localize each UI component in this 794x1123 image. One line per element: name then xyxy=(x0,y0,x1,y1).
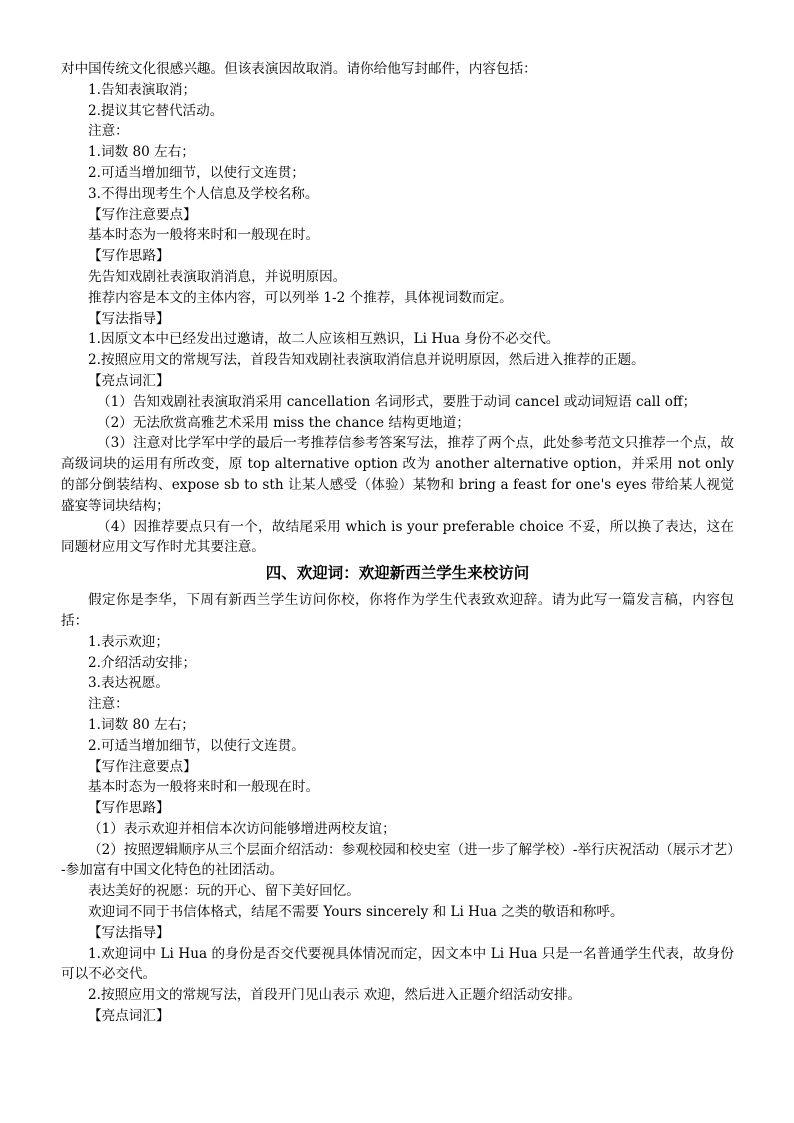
paragraph: （1）告知戏剧社表演取消采用 cancellation 名词形式，要胜于动词 cancel 或动词短语 call off； xyxy=(97,393,697,410)
section-label: 【写作注意要点】 xyxy=(88,758,197,775)
text-line: 2.按照应用文的常规写法，首段开门见山表示 欢迎，然后进入正题介绍活动安排。 xyxy=(88,987,582,1004)
text-line: 2.可适当增加细节，以使行文连贯。 xyxy=(88,737,305,754)
text-line: 注意： xyxy=(88,696,129,713)
paragraph: 1.欢迎词中 Li Hua 的身份是否交代要视具体情况而定，因文本中 Li Hua 只是一名普通学生代表，故身份可以不必交代。 xyxy=(61,945,734,983)
text-line: 对中国传统文化很感兴趣。但该表演因故取消。请你给他写封邮件，内容包括： xyxy=(61,61,537,77)
text-line: 1.词数 80 左右； xyxy=(88,144,195,161)
text-line: 1.词数 80 左右； xyxy=(88,716,195,733)
paragraph: （2）按照逻辑顺序从三个层面介绍活动：参观校园和校史室（进一步了解学校）-举行庆祝活动（展示才艺）-参加富有中国文化特色的社团活动。 xyxy=(61,841,734,879)
text-line: 基本时态为一般将来时和一般现在时。 xyxy=(88,779,320,796)
text-line: 3.不得出现考生个人信息及学校名称。 xyxy=(88,185,319,202)
paragraph: 假定你是李华，下周有新西兰学生访问你校，你将作为学生代表致欢迎辞。请为此写一篇发言稿，内容包括： xyxy=(61,592,734,629)
paragraph: （4）因推荐要点只有一个，故结尾采用 which is your preferable choice 不妥，所以换了表达，这在同题材应用文写作时尤其要注意。 xyxy=(61,518,734,556)
section-label: 【亮点词汇】 xyxy=(88,1008,170,1025)
paragraph: （3）注意对比学军中学的最后一考推荐信参考答案写法，推荐了两个点，此处参考范文只推荐一个点，故高级词块的运用有所改变，原 top alternative option 改为 another alternative option，并采用 not only 的部分倒装结构、expose sb to sth 让某人感受（体验）某物和 bring a feast for one's eyes 带给某人视觉盛宴等词块结构； xyxy=(61,435,734,514)
text-line: 1.告知表演取消； xyxy=(88,81,197,98)
section-label: 【写作思路】 xyxy=(88,248,170,265)
section-heading: 四、欢迎词：欢迎新西兰学生来校访问 xyxy=(265,564,530,583)
text-line: 先告知戏剧社表演取消消息，并说明原因。 xyxy=(88,268,347,285)
section-label: 【写法指导】 xyxy=(88,310,170,327)
section-label: 【写作注意要点】 xyxy=(88,206,197,223)
section-label: 【亮点词汇】 xyxy=(88,372,170,389)
text-line: 2.按照应用文的常规写法，首段告知戏剧社表演取消信息并说明原因，然后进入推荐的正题。 xyxy=(88,352,645,369)
text-line: 2.可适当增加细节，以使行文连贯； xyxy=(88,164,305,181)
text-line: 1.表示欢迎； xyxy=(88,633,169,650)
section-label: 【写法指导】 xyxy=(88,924,170,941)
text-line: （1）表示欢迎并相信本次访问能够增进两校友谊； xyxy=(88,820,396,837)
paragraph: （2）无法欣赏高雅艺术采用 miss the chance 结构更地道； xyxy=(97,414,470,431)
text-line: 3.表达祝愿。 xyxy=(88,675,169,692)
text-line: 欢迎词不同于书信体格式，结尾不需要 Yours sincerely 和 Li Hua 之类的敬语和称呼。 xyxy=(88,904,624,921)
text-line: 注意： xyxy=(88,123,129,140)
section-label: 【写作思路】 xyxy=(88,800,170,817)
text-line: 1.因原文本中已经发出过邀请，故二人应该相互熟识，Li Hua 身份不必交代。 xyxy=(88,331,560,348)
text-line: 基本时态为一般将来时和一般现在时。 xyxy=(88,227,320,244)
text-line: 推荐内容是本文的主体内容，可以列举 1-2 个推荐，具体视词数而定。 xyxy=(88,289,513,306)
text-line: 2.介绍活动安排； xyxy=(88,654,197,671)
text-line: 表达美好的祝愿：玩的开心、留下美好回忆。 xyxy=(88,883,360,900)
text-line: 2.提议其它替代活动。 xyxy=(88,102,224,119)
